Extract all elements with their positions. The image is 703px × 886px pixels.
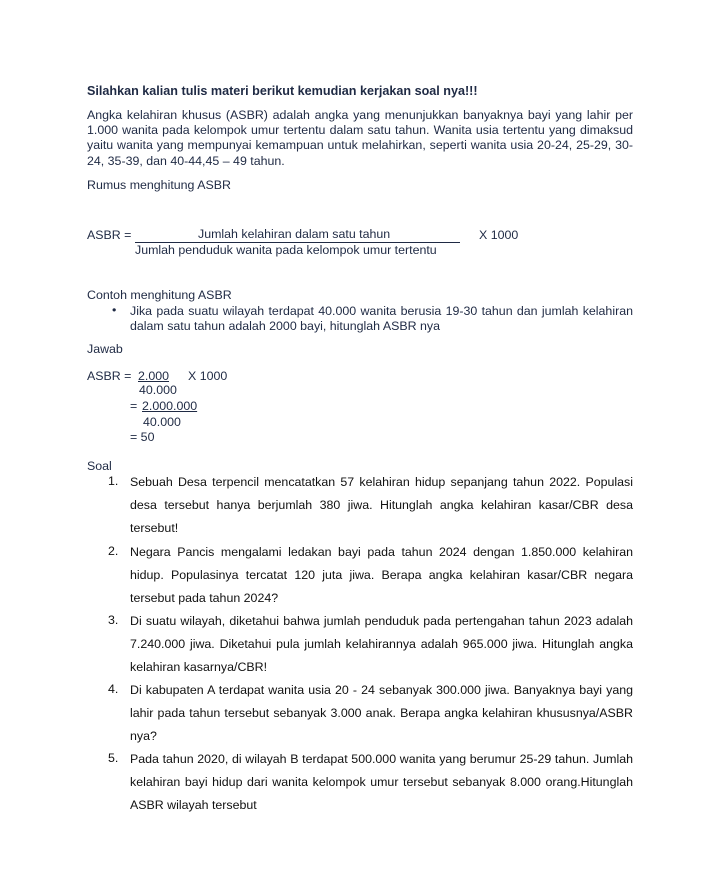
- formula-multiplier: X 1000: [479, 228, 519, 242]
- questions-heading: Soal: [87, 459, 112, 473]
- question-number: 3.: [108, 613, 119, 627]
- intro-paragraph: Angka kelahiran khusus (ASBR) adalah angka yang menunjukkan banyaknya bayi yang lahir per 1.000 wanita pada kelompok umur tertentu dalam satu tahun. Wanita usia tertentu yang dimaksud yaitu wanita yang mempunyai kemampuan untuk melahirkan, seperti wanita usia 20-24, 25-29, 30-24, 35-39, dan 40-44,45 – 49 tahun.: [87, 108, 633, 168]
- question-item: Di suatu wilayah, diketahui bahwa jumlah penduduk pada pertengahan tahun 2023 adalah 7.240.000 jiwa. Diketahui pula jumlah kelahirannya adalah 965.000 jiwa. Hitunglah angka kelahiran kasarnya/CBR!: [130, 614, 633, 675]
- formula-numerator: Jumlah kelahiran dalam satu tahun: [198, 227, 391, 241]
- question-number: 5.: [108, 751, 119, 765]
- question-number: 4.: [108, 682, 119, 696]
- example-heading: Contoh menghitung ASBR: [87, 288, 232, 302]
- answer-step2-numerator: 2.000.000: [142, 399, 198, 413]
- bullet-icon: •: [112, 303, 117, 317]
- answer-step1-denominator: 40.000: [139, 383, 177, 397]
- answer-step1-numerator: 2.000: [138, 369, 170, 383]
- answer-step2-equals: =: [130, 399, 138, 413]
- formula-denominator: Jumlah penduduk wanita pada kelompok umur tertentu: [135, 243, 437, 257]
- question-item: Sebuah Desa terpencil mencatatkan 57 kelahiran hidup sepanjang tahun 2022. Populasi desa tersebut hanya berjumlah 380 jiwa. Hitunglah angka kelahiran kasar/CBR desa tersebut!: [130, 475, 633, 536]
- answer-result: = 50: [130, 430, 155, 444]
- question-item: Negara Pancis mengalami ledakan bayi pada tahun 2024 dengan 1.850.000 kelahiran hidup. Populasinya tercatat 120 juta jiwa. Berapa angka kelahiran kasar/CBR negara tersebut pada tahun 2024?: [130, 545, 633, 606]
- question-number: 1.: [108, 474, 119, 488]
- question-item: Pada tahun 2020, di wilayah B terdapat 500.000 wanita yang berumur 25-29 tahun. Jumlah kelahiran bayi hidup dari wanita kelompok umur tersebut sebanyak 8.000 orang.Hitunglah ASBR wilayah tersebut: [130, 752, 633, 813]
- page-title: Silahkan kalian tulis materi berikut kemudian kerjakan soal nya!!!: [87, 84, 478, 98]
- answer-label: ASBR =: [87, 369, 132, 383]
- formula-heading: Rumus menghitung ASBR: [87, 178, 231, 192]
- question-number: 2.: [108, 544, 119, 558]
- answer-step2-denominator: 40.000: [143, 415, 181, 429]
- answer-step1-multiplier: X 1000: [188, 369, 228, 383]
- example-text: Jika pada suatu wilayah terdapat 40.000 wanita berusia 19-30 tahun dan jumlah kelahiran dalam satu tahun adalah 2000 bayi, hitunglah ASBR nya: [130, 304, 633, 333]
- answer-heading: Jawab: [87, 342, 123, 356]
- formula-label: ASBR =: [87, 228, 132, 242]
- question-item: Di kabupaten A terdapat wanita usia 20 - 24 sebanyak 300.000 jiwa. Banyaknya bayi yang lahir pada tahun tersebut sebanyak 3.000 anak. Berapa angka kelahiran khususnya/ASBR nya?: [130, 683, 633, 744]
